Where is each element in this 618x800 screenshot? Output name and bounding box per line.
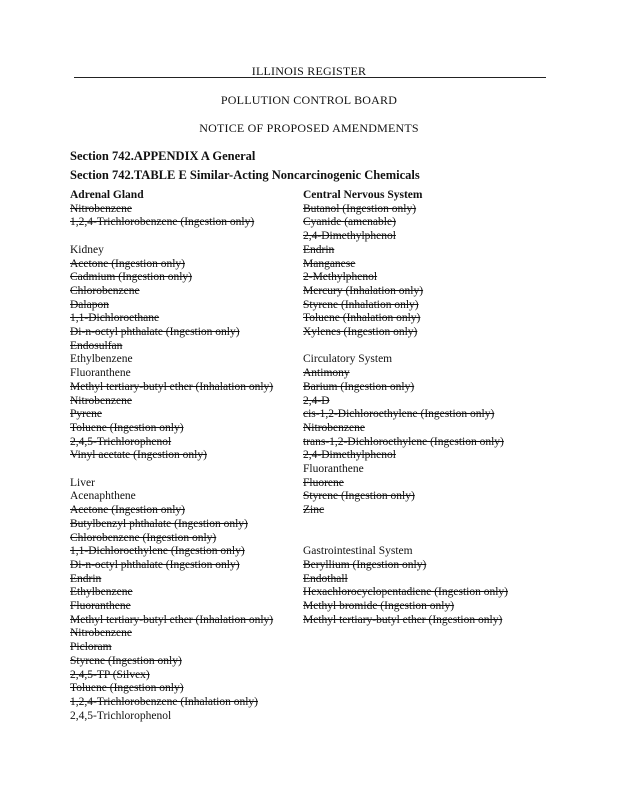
group-liver [70, 477, 273, 724]
chemical-entry: Picloram [70, 641, 112, 654]
group-items [303, 367, 508, 518]
spacer [70, 463, 273, 477]
chemical-entry: Antimony [303, 367, 350, 380]
group-circulatory [303, 353, 508, 517]
spacer [303, 340, 508, 354]
chemical-entry: Fluoranthene [303, 463, 364, 476]
group-items [303, 203, 508, 340]
chemical-entry: Acetone (Ingestion only) [70, 257, 185, 270]
chemical-entry: Styrene (Ingestion only) [70, 654, 182, 667]
group-items [303, 559, 508, 628]
chemical-entry: Dalapon [70, 298, 109, 311]
group-cns [303, 189, 508, 340]
chemical-entry: cis-1,2-Dichloroethylene (Ingestion only) [303, 408, 495, 421]
group-items [70, 203, 273, 230]
chemical-entry: Chlorobenzene (Ingestion only) [70, 531, 217, 544]
group-kidney [70, 244, 273, 463]
chemical-entry: Endosulfan [70, 339, 123, 352]
group-heading-circulatory: Circulatory System [303, 353, 393, 366]
chemical-entry: Beryllium (Ingestion only) [303, 558, 427, 571]
spacer [303, 518, 508, 532]
chemical-entry: 2,4,5-TP (Silvex) [70, 668, 150, 681]
chemical-entry: Nitrobenzene [70, 627, 132, 640]
chemical-entry: 2,4-D [303, 394, 330, 407]
chemical-entry: 1,1-Dichloroethane [70, 312, 160, 325]
chemical-entry: Methyl bromide (Ingestion only) [303, 600, 455, 613]
chemical-entry: Nitrobenzene [303, 421, 365, 434]
chemical-entry: Toluene (Ingestion only) [70, 421, 184, 434]
chemical-entry: Methyl tertiary-butyl ether (Ingestion only) [303, 613, 503, 626]
chemical-entry: Chlorobenzene [70, 284, 140, 297]
chemical-entry: Cadmium (Ingestion only) [70, 271, 193, 284]
chemical-entry: Nitrobenzene [70, 394, 132, 407]
chemical-entry: Acenaphthene [70, 490, 136, 503]
chemical-entry: Manganese [303, 257, 356, 270]
chemical-entry: Butylbenzyl phthalate (Ingestion only) [70, 517, 248, 530]
chemical-entry: Ethylbenzene [70, 353, 133, 366]
spacer [70, 230, 273, 244]
left-column [70, 189, 273, 723]
chemical-entry: Endrin [70, 572, 102, 585]
group-heading-liver: Liver [70, 476, 95, 489]
chemical-entry: Hexachlorocyclopentadiene (Ingestion only) [303, 586, 509, 599]
chemical-entry: Xylenes (Ingestion only) [303, 326, 418, 339]
group-gastro [303, 545, 508, 627]
chemical-entry: Toluene (Ingestion only) [70, 682, 184, 695]
chemical-entry: 2,4,5-Trichlorophenol [70, 709, 172, 722]
chemical-entry: 2-Methylphenol [303, 271, 378, 284]
chemical-entry: Barium (Ingestion only) [303, 380, 415, 393]
chemical-entry: 1,2,4-Trichlorobenzene (Inhalation only) [70, 695, 258, 708]
chemical-entry: 2,4,5-Trichlorophenol [70, 435, 172, 448]
chemical-entry: Nitrobenzene [70, 202, 132, 215]
spacer [303, 532, 508, 546]
chemical-entry: 2,4-Dimethylphenol [303, 449, 396, 462]
chemical-entry: 1,1-Dichloroethylene (Ingestion only) [70, 545, 245, 558]
chemical-entry: Zinc [303, 504, 325, 517]
right-column [303, 189, 508, 627]
group-heading-gastro: Gastrointestinal System [303, 545, 413, 558]
chemical-entry: Pyrene [70, 408, 102, 421]
board-title: POLLUTION CONTROL BOARD [220, 93, 398, 107]
chemical-entry: Toluene (Inhalation only) [303, 312, 421, 325]
section-appendix-heading: Section 742.APPENDIX A General [70, 149, 256, 163]
chemical-entry: Di-n-octyl phthalate (Ingestion only) [70, 558, 240, 571]
chemical-entry: Fluorene [303, 476, 344, 489]
group-heading-cns: Central Nervous System [303, 189, 423, 201]
chemical-entry: Di-n-octyl phthalate (Ingestion only) [70, 326, 240, 339]
chemical-entry: trans-1,2-Dichloroethylene (Ingestion only) [303, 435, 504, 448]
chemical-entry: 1,2,4-Trichlorobenzene (Ingestion only) [70, 216, 255, 229]
chemical-entry: Styrene (Ingestion only) [303, 490, 415, 503]
chemical-entry: Endothall [303, 572, 348, 585]
group-items [70, 490, 273, 723]
section-table-heading: Section 742.TABLE E Similar-Acting Noncarcinogenic Chemicals [70, 168, 420, 182]
chemical-entry: Methyl tertiary-butyl ether (Inhalation only) [70, 380, 274, 393]
chemical-entry: 2,4-Dimethylphenol [303, 230, 396, 243]
chemical-entry: Acetone (Ingestion only) [70, 504, 185, 517]
chemical-entry: Fluoranthene [70, 600, 131, 613]
chemical-entry: Vinyl acetate (Ingestion only) [70, 449, 207, 462]
chemical-entry: Endrin [303, 243, 335, 256]
chemical-entry: Methyl tertiary-butyl ether (Inhalation only) [70, 613, 274, 626]
register-title: ILLINOIS REGISTER [251, 64, 367, 78]
notice-title: NOTICE OF PROPOSED AMENDMENTS [199, 121, 419, 135]
chemical-entry: Mercury (Inhalation only) [303, 284, 424, 297]
chemical-entry: Styrene (Inhalation only) [303, 298, 419, 311]
group-items [70, 258, 273, 464]
group-heading-kidney: Kidney [70, 243, 104, 256]
chemical-entry: Ethylbenzene [70, 586, 133, 599]
chemical-entry: Cyanide (amenable) [303, 216, 396, 229]
chemical-entry: Fluoranthene [70, 367, 131, 380]
group-adrenal [70, 189, 273, 230]
group-heading-adrenal: Adrenal Gland [70, 189, 144, 201]
chemical-entry: Butanol (Ingestion only) [303, 202, 417, 215]
